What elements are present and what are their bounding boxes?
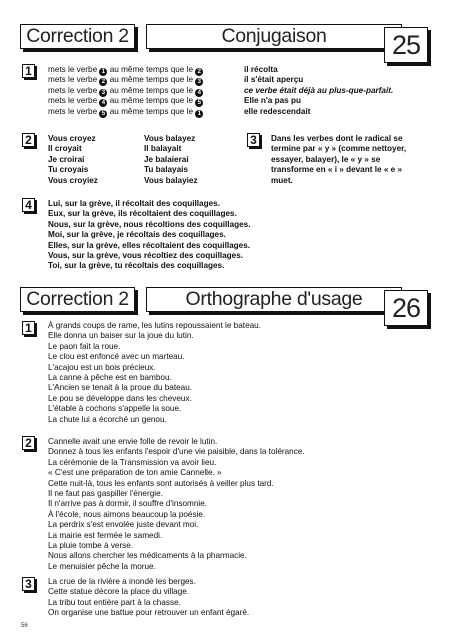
answer: il s'était aperçu xyxy=(244,75,304,85)
answer: Elle n'a pas pu xyxy=(244,96,302,106)
section-header-conjugaison xyxy=(20,22,402,49)
sentence-list: Cannelle avait une envie folle de revoir le lutin. Donnez à tous les enfants l'espoir d'une vie paisible, dans la tolérance. La cérémonie de la Transmission va avoir lieu. « C'est une préparation de ton amie Cannelle. » Cette nuit-là, tous les enfants sont autorisés à veiller plus tard. Il ne faut pas gaspiller l'énergie. Il n'arrive pas à dormir, il souffre d'insomnie. À l'école, nous aimons beaucoup la poésie. La perdrix s'est envolée juste devant moi. La mairie est fermée le samedi. La pluie tombe à verse. Nous allons chercher les médicaments à la pharmacie. Le menuisier pêche la morue. xyxy=(48,437,305,571)
exercise-badge: 4 xyxy=(22,198,35,212)
sentence-list: La crue de la rivière a inondé les berges. Cette statue décore la place du village. La tribu tout entière part à la chasse. On organise une battue pour retrouver un enfant égaré. xyxy=(48,577,250,618)
exercise-badge: 1 xyxy=(22,64,35,78)
exercise-badge: 3 xyxy=(247,133,260,147)
sentence-list: À grands coups de rame, les lutins repoussaient le bateau. Elle donna un baiser sur la joue du lutin. Le paon fait la roue. Le clou est enfoncé avec un marteau. L'acajou est un bois précieux. La canne à pêche est en bambou. L'Ancien se tenait à la proue du bateau. Le pou se développe dans les cheveux. L'étable à cochons s'appelle la soue. La chute lui a écorché un genou. xyxy=(48,321,262,424)
exercise-number-tab: 25 xyxy=(384,27,428,63)
answer: elle redescendait xyxy=(244,106,311,116)
correction-label: Correction 2 xyxy=(20,24,135,49)
instruction-row: mets le verbe 4 au même temps que le 5 xyxy=(48,96,203,106)
answer-list xyxy=(244,65,393,117)
exercise-badge: 1 xyxy=(22,321,35,335)
instruction-row: mets le verbe 3 au même temps que le 4 xyxy=(48,86,203,96)
exercise-badge: 3 xyxy=(22,577,35,591)
instruction-row: mets le verbe 5 au même temps que le 1 xyxy=(48,107,203,117)
conjugation-column-croire: Vous croyez Il croyait Je croirai Tu croyais Vous croyiez xyxy=(48,134,98,185)
sentence-list: Lui, sur la grève, il récoltait des coquillages. Eux, sur la grève, ils récoltaient des coquillages. Nous, sur la grève, nous récoltions des coquillages. Moi, sur la grève, je récoltais des coquillages. Elles, sur la grève, elles récoltaient des coquillages. Vous, sur la grève, vous récoltiez des coquillages. Toi, sur la grève, tu récoltais des coquillages. xyxy=(48,199,251,271)
answer: il récolta xyxy=(244,65,278,74)
exercise-badge: 2 xyxy=(22,133,35,147)
page-number: 56 xyxy=(21,623,28,629)
section-header-orthographe xyxy=(20,285,402,312)
section-title: Conjugaison xyxy=(146,24,402,49)
instruction-list xyxy=(48,65,203,117)
instruction-row: mets le verbe 2 au même temps que le 3 xyxy=(48,75,203,85)
correction-label: Correction 2 xyxy=(20,287,135,312)
exercise-number-tab: 26 xyxy=(384,290,428,326)
rule-paragraph: Dans les verbes dont le radical se termine par « y » (comme nettoyer, essayer, balayer), le « y » se transforme en « i » devant le « e » muet. xyxy=(271,134,407,185)
section-title: Orthographe d'usage xyxy=(146,287,402,312)
exercise-badge: 2 xyxy=(22,436,35,450)
answer: ce verbe était déjà au plus-que-parfait. xyxy=(244,85,394,95)
conjugation-column-balayer: Vous balayez Il balayait Je balaierai Tu balayais Vous balayiez xyxy=(144,134,198,185)
instruction-row: mets le verbe 1 au même temps que le 2 xyxy=(48,65,203,75)
